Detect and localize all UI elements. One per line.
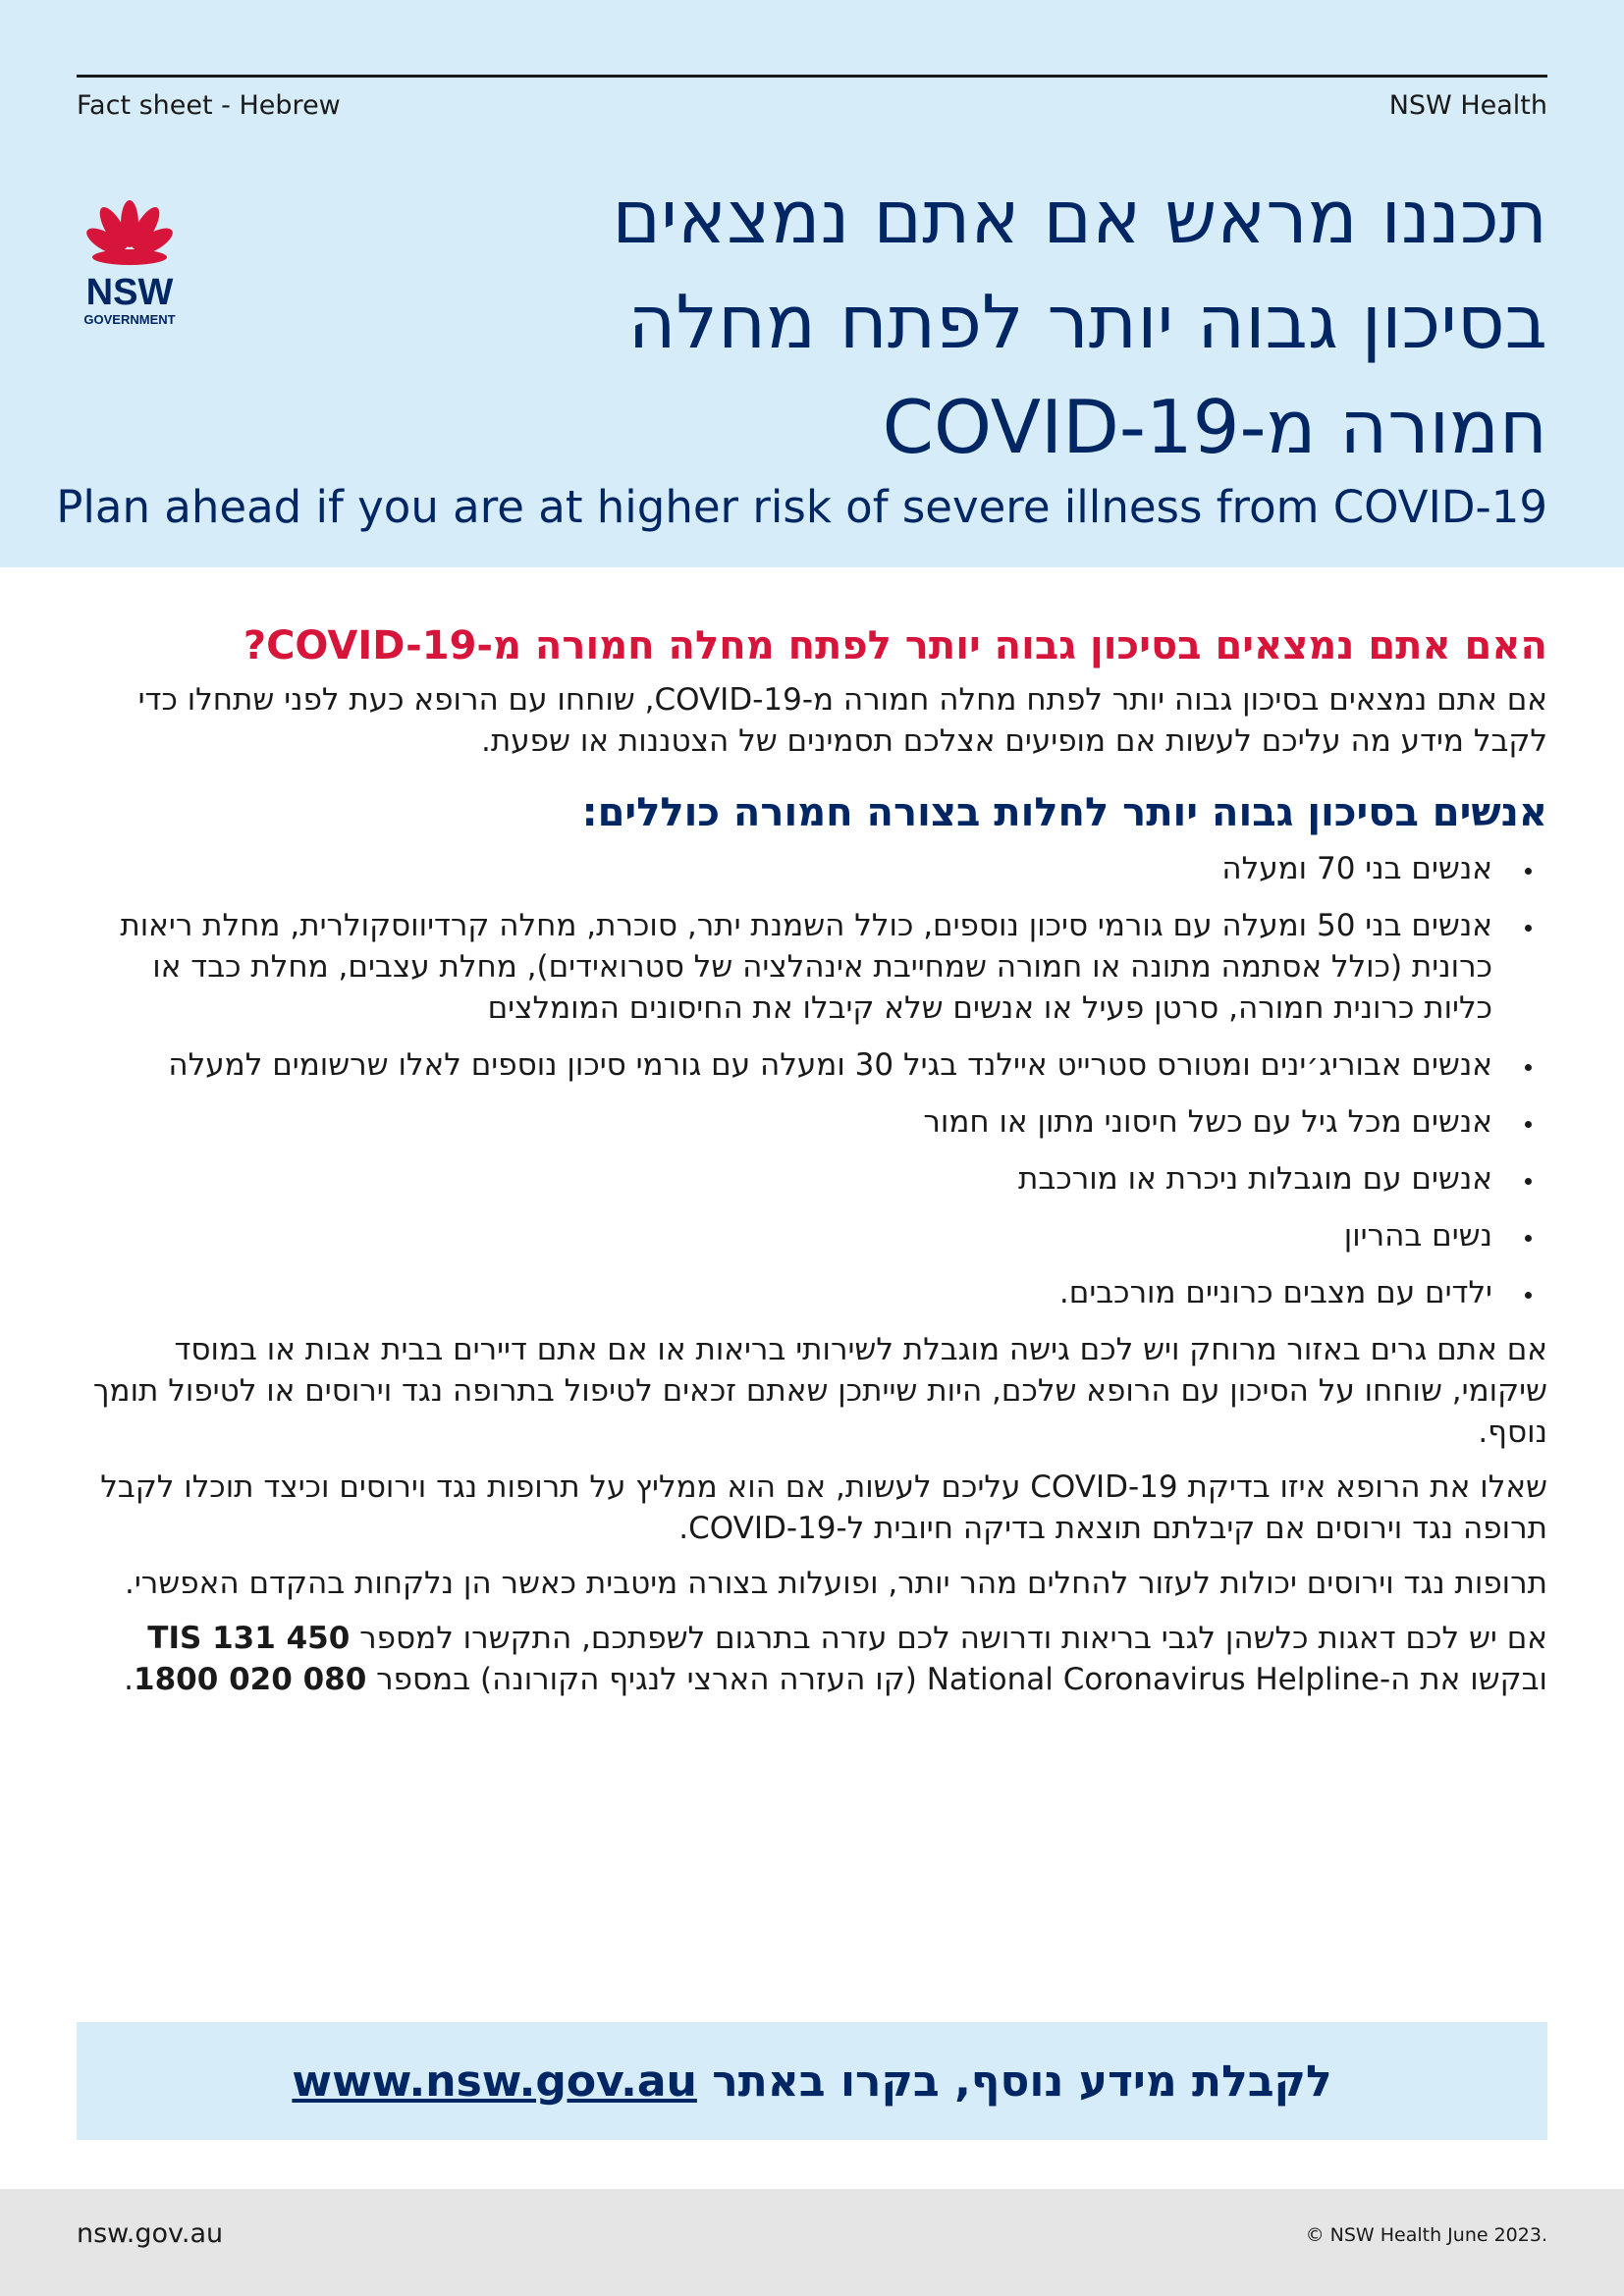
title-line-3: חמורה מ-COVID-19 xyxy=(882,384,1547,470)
logo-brand-text: NSW xyxy=(85,272,174,313)
list-item xyxy=(77,1101,1547,1143)
helpline-name: National Coronavirus Helpline xyxy=(926,1662,1380,1697)
org-label: NSW Health xyxy=(1388,90,1547,121)
section1-intro: אם אתם נמצאים בסיכון גבוה יותר לפתח מחלה חמורה מ-COVID-19, שוחחו עם הרופא כעת לפני שתחלו כדי לקבל מידע מה עליכם לעשות אם מופיעים אצלכם תסמינים של הצטננות או שפעת. xyxy=(137,682,1547,759)
page-title xyxy=(369,165,1547,480)
tis-phone[interactable]: TIS 131 450 xyxy=(147,1621,351,1656)
title-line-1: תכננו מראש אם אתם נמצאים xyxy=(612,174,1547,260)
antivirals-paragraph: תרופות נגד וירוסים יכולות לעזור להחלים מהר יותר, ופועלות בצורה מיטבית כאשר הן נלקחות בהקדם האפשרי. xyxy=(125,1566,1547,1601)
footer-copyright: © NSW Health June 2023. xyxy=(1305,2224,1547,2246)
language-text-3: (קו העזרה הארצי לנגיף הקורונה) במספר xyxy=(366,1662,927,1697)
list-item xyxy=(77,848,1547,889)
more-info-text xyxy=(292,2056,1331,2107)
bullet-icon xyxy=(1525,1292,1532,1299)
more-info-label: לקבלת מידע נוסף, בקרו באתר xyxy=(696,2056,1332,2107)
list-item-text: נשים בהריון xyxy=(1343,1218,1492,1254)
language-text-2: ובקשו את ה- xyxy=(1379,1662,1547,1697)
list-item-text: אנשים עם מוגבלות ניכרת או מורכבת xyxy=(1018,1161,1492,1197)
bullet-icon xyxy=(1525,925,1532,932)
waratah-flower-icon xyxy=(82,200,177,265)
bullet-icon xyxy=(1525,1235,1532,1242)
list-item xyxy=(77,1158,1547,1200)
list-item-text: אנשים אבוריג׳ינים ומטורס סטרייט איילנד בגיל 30 ומעלה עם גורמי סיכון נוספים לאלו שרשומים למעלה xyxy=(168,1047,1492,1083)
language-text-4: . xyxy=(124,1662,135,1697)
remote-area-paragraph: אם אתם גרים באזור מרוחק ויש לכם גישה מוגבלת לשירותי בריאות או אם אתם דיירים בבית אבות או במוסד שיקומי, שוחחו על הסיכון עם הרופא שלכם, היות שייתכן שאתם זכאים לטיפול בתרופה נגד וירוסים או לטיפול תומך נוסף. xyxy=(92,1332,1547,1450)
list-item-text: אנשים בני 70 ומעלה xyxy=(1221,851,1492,886)
list-item-text: ילדים עם מצבים כרוניים מורכבים. xyxy=(1058,1275,1492,1310)
bullet-icon xyxy=(1525,868,1532,875)
header-rule xyxy=(77,75,1547,78)
footer-url[interactable]: nsw.gov.au xyxy=(77,2218,224,2249)
list-item xyxy=(77,1272,1547,1313)
list-item xyxy=(77,1044,1547,1086)
list-item-text: אנשים מכל גיל עם כשל חיסוני מתון או חמור xyxy=(923,1104,1492,1140)
header-banner xyxy=(0,0,1624,567)
helpline-phone[interactable]: 1800 020 080 xyxy=(134,1662,367,1697)
logo-sub-text: GOVERNMENT xyxy=(83,312,176,327)
english-subtitle: Plan ahead if you are at higher risk of severe illness from COVID-19 xyxy=(56,481,1547,533)
bullet-icon xyxy=(1525,1178,1532,1185)
bullet-icon xyxy=(1525,1121,1532,1128)
risk-groups-list xyxy=(77,848,1547,1313)
title-line-2: בסיכון גבוה יותר לפתח מחלה xyxy=(627,279,1547,365)
section1-heading: האם אתם נמצאים בסיכון גבוה יותר לפתח מחלה חמורה מ-COVID-19? xyxy=(243,623,1547,668)
nsw-government-logo xyxy=(73,194,187,332)
main-content xyxy=(77,616,1547,1700)
ask-doctor-paragraph: שאלו את הרופא איזו בדיקת COVID-19 עליכם לעשות, אם הוא ממליץ על תרופות נגד וירוסים וכיצד תוכלו לקבל תרופה נגד וירוסים אם קיבלתם תוצאת בדיקה חיובית ל-COVID-19. xyxy=(100,1469,1547,1546)
fact-sheet-label: Fact sheet - Hebrew xyxy=(77,90,341,121)
list-item xyxy=(77,1215,1547,1256)
bullet-icon xyxy=(1525,1064,1532,1071)
list-item-text: אנשים בני 50 ומעלה עם גורמי סיכון נוספים, כולל השמנת יתר, סוכרת, מחלה קרדיווסקולרית, מחלת ריאות כרונית (כולל אסתמה מתונה או חמורה שמחייבת אינהלציה של סטרואידים), מחלת עצבים, מחלת כבד או כליות כרונית חמורה, סרטן פעיל או אנשים שלא קיבלו את החיסונים המומלצים xyxy=(120,908,1492,1026)
website-link[interactable]: www.nsw.gov.au xyxy=(292,2056,697,2107)
footer xyxy=(0,2189,1624,2296)
section2-heading: אנשים בסיכון גבוה יותר לחלות בצורה חמורה כוללים: xyxy=(581,790,1547,835)
list-item xyxy=(77,905,1547,1029)
language-help-paragraph xyxy=(77,1618,1547,1700)
language-text-1: אם יש לכם דאגות כלשהן לגבי בריאות ודרושה לכם עזרה בתרגום לשפתכם, התקשרו למספר xyxy=(350,1621,1547,1656)
more-info-banner xyxy=(77,2022,1547,2140)
